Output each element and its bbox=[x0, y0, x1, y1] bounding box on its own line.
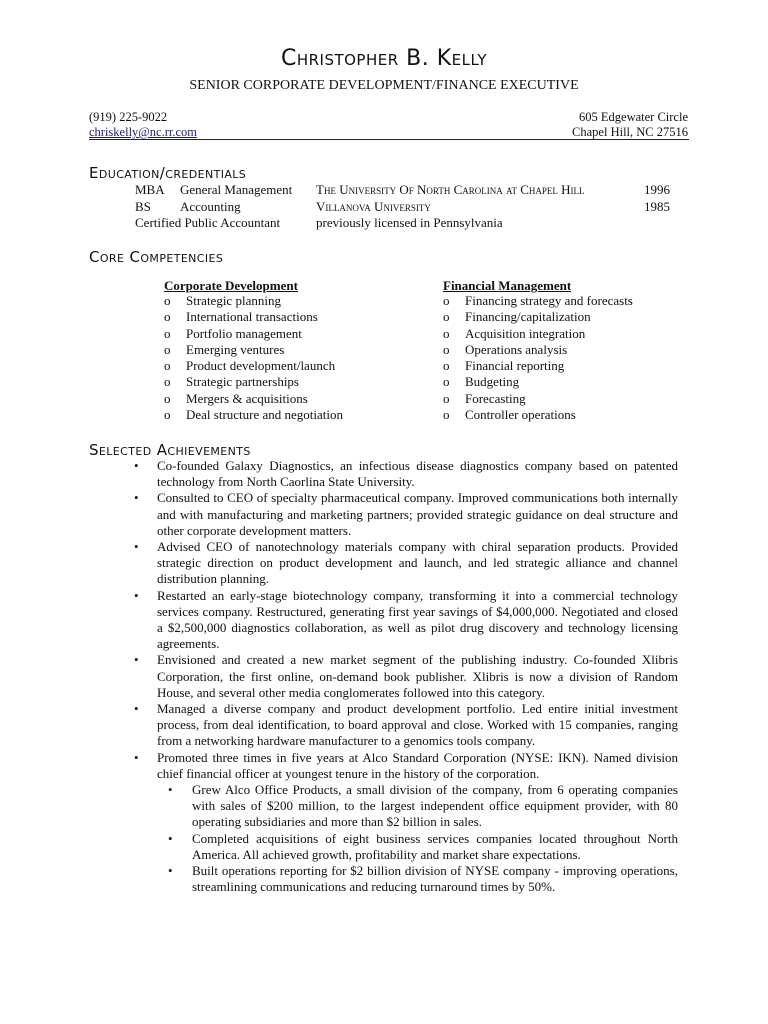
bullet-icon: • bbox=[134, 652, 139, 668]
bullet-icon: • bbox=[168, 830, 173, 846]
list-item: • Completed acquisitions of eight business services companies located throughout North America. All achieved growth, profitability and market share expectations. bbox=[168, 830, 678, 862]
school: Villanova University bbox=[316, 199, 431, 214]
list-item: • Advised CEO of nanotechnology materials company with chiral separation products. Provided strategic direction on product development and launch, and led strategic alliance and channel distribution planning. bbox=[134, 539, 678, 587]
corporate-development-title: Corporate Development bbox=[164, 278, 298, 293]
degree: BS bbox=[135, 199, 151, 214]
list-item: o Emerging ventures bbox=[164, 341, 285, 357]
list-item: • Grew Alco Office Products, a small division of the company, from 6 operating companies with sales of $200 million, to the largest independent office equipment provider, with 80 operating subsidiaries and more than $2 billion in sales. bbox=[168, 782, 678, 830]
competencies-heading: Core Competencies bbox=[89, 248, 224, 266]
corporate-development-list bbox=[164, 293, 343, 423]
contact-left bbox=[89, 110, 197, 140]
credential: Certified Public Accountant bbox=[135, 215, 281, 230]
list-item: o Financing strategy and forecasts bbox=[443, 293, 633, 308]
list-item: • Consulted to CEO of specialty pharmaceutical company. Improved communications both internally and with manufacturing and marketing partners; provided strategic guidance on deal structure and other corporate development matters. bbox=[134, 490, 678, 538]
list-item: o Financial reporting bbox=[443, 358, 565, 374]
bullet-icon: • bbox=[134, 749, 139, 765]
list-item: o Budgeting bbox=[443, 374, 520, 390]
list-item: o International transactions bbox=[164, 309, 318, 325]
achievements-heading: Selected Achievements bbox=[89, 441, 251, 459]
school: The University Of North Carolina at Chapel Hill bbox=[316, 182, 585, 197]
list-item: • Envisioned and created a new market segment of the publishing industry. Co-founded Xlibris Corporation, the first online, on-demand book publisher. Xlibris is now a division of Random House, and several other media conglomerates followed into this category. bbox=[134, 652, 678, 700]
degree-field: General Management bbox=[180, 182, 293, 197]
year: 1985 bbox=[644, 199, 670, 214]
education-row bbox=[135, 199, 675, 215]
list-item: • Built operations reporting for $2 billion division of NYSE company - improving operations, streamlining communications and reducing turnaround times by 50%. bbox=[168, 863, 678, 895]
list-item: • Restarted an early-stage biotechnology company, transforming it into a commercial technology services company. Restructured, generating first year savings of $4,000,000. Negotiated and closed a $2,500,000 diagnostics collaboration, as well as pilot drug discovery and technology licensing agreements. bbox=[134, 587, 678, 652]
list-item: • Promoted three times in five years at Alco Standard Corporation (NYSE: IKN). Named division chief financial officer at youngest tenure in the history of the corporation. • Grew Alco Office Products, a small division of the company, from 6 operating companies with sales of $200 million, to the largest independent office equipment provider, with 80 operating subsidiaries and more than $2 billion in sales. • Completed acquisitions of eight business services companies located throughout North America. All achieved growth, profitability and market share expectations. • Built operations reporting for $2 billion division of NYSE company - improving operations, streamlining communications and reducing turnaround times by 50%. bbox=[134, 749, 678, 895]
bullet-icon: • bbox=[168, 863, 173, 879]
list-item: o Operations analysis bbox=[443, 341, 568, 357]
candidate-title: SENIOR CORPORATE DEVELOPMENT/FINANCE EXECUTIVE bbox=[189, 78, 579, 93]
list-item: o Strategic partnerships bbox=[164, 374, 299, 390]
contact-right bbox=[572, 110, 688, 140]
list-item: o Product development/launch bbox=[164, 358, 336, 374]
address-line-1: 605 Edgewater Circle bbox=[579, 110, 688, 124]
bullet-icon: • bbox=[134, 539, 139, 555]
financial-management-list bbox=[443, 293, 633, 423]
credential-note: previously licensed in Pennsylvania bbox=[316, 215, 503, 230]
list-item: o Deal structure and negotiation bbox=[164, 407, 344, 423]
bullet-icon: • bbox=[168, 782, 173, 798]
bullet-icon: • bbox=[134, 458, 139, 473]
bullet-icon: • bbox=[134, 587, 139, 603]
financial-management-title: Financial Management bbox=[443, 278, 572, 293]
bullet-icon: • bbox=[134, 490, 139, 506]
phone: (919) 225-9022 bbox=[89, 110, 168, 124]
education-heading: Education/credentials bbox=[89, 164, 247, 182]
list-item: • Co-founded Galaxy Diagnostics, an infectious disease diagnostics company based on patented technology from North Caorlina State University. bbox=[134, 458, 678, 490]
list-item: o Forecasting bbox=[443, 390, 526, 406]
list-item: o Mergers & acquisitions bbox=[164, 390, 308, 406]
year: 1996 bbox=[644, 182, 670, 197]
address-line-2: Chapel Hill, NC 27516 bbox=[572, 125, 688, 139]
degree: MBA bbox=[135, 182, 165, 197]
list-item: o Strategic planning bbox=[164, 293, 281, 308]
list-item: o Financing/capitalization bbox=[443, 309, 591, 325]
education-row bbox=[135, 215, 675, 231]
candidate-name: Christopher B. Kelly bbox=[280, 46, 488, 71]
list-item: o Controller operations bbox=[443, 407, 576, 423]
contact-divider bbox=[89, 139, 689, 140]
list-item: o Portfolio management bbox=[164, 325, 302, 341]
bullet-icon: • bbox=[134, 701, 139, 717]
achievements-list bbox=[131, 458, 678, 895]
degree-field: Accounting bbox=[180, 199, 241, 214]
alco-sub-list bbox=[157, 782, 678, 895]
list-item: • Managed a diverse company and product development portfolio. Led entire initial investment process, from deal identification, to board approval and close. Worked with 15 companies, ranging from a networking hardware manufacturer to a genomics tools company. bbox=[134, 701, 678, 749]
email-link[interactable]: chriskelly@nc.rr.com bbox=[89, 125, 198, 139]
list-item: o Acquisition integration bbox=[443, 325, 586, 341]
education-row bbox=[135, 182, 675, 198]
